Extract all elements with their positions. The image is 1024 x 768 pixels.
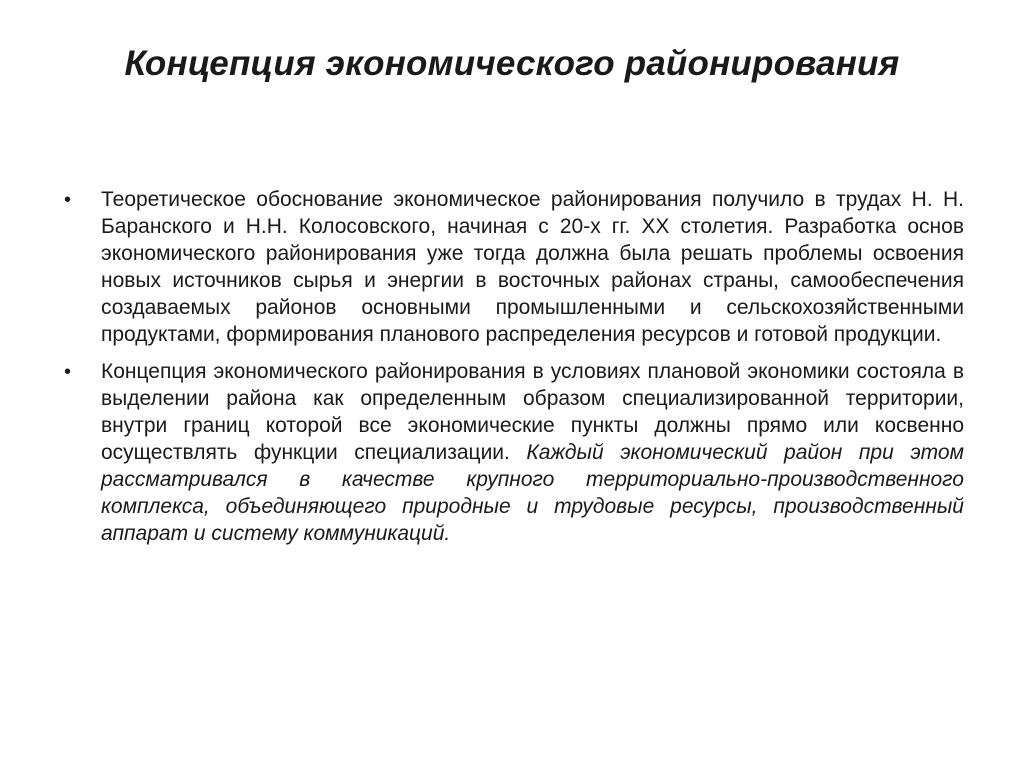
bullet-icon: •	[64, 189, 72, 211]
bullet-item	[64, 358, 964, 547]
slide-content	[64, 186, 964, 557]
bullet-text	[101, 358, 964, 547]
bullet-text-regular: Теоретическое обоснование экономическое районирования получило в трудах Н. Н. Баранского и Н.Н. Колосовского, начиная с 20-х гг. XX столетия. Разработка основ экономического районирования уже тогда должна была решать проблемы освоения новых источников сырья и энергии в восточных районах страны, самообеспечения создаваемых районов основными промышленными и сельскохозяйственными продуктами, формирования планового распределения ресурсов и готовой продукции.	[101, 188, 964, 346]
bullet-icon: •	[64, 361, 72, 383]
slide-title: Концепция экономического районирования	[124, 44, 900, 83]
bullet-text-regular: Концепция экономического районирования в условиях плановой экономики состояла в выделении района как определенным образом специализированной территории, внутри границ которой все экономические пункты должны прямо или косвенно осуществлять функции специализации.	[101, 360, 964, 464]
bullet-text-italic: Каждый экономический район при этом рассматривался в качестве крупного территориально-производственного комплекса, объединяющего природные и трудовые ресурсы, производственный аппарат и систему коммуникаций.	[101, 441, 964, 545]
bullet-text	[101, 186, 964, 348]
bullet-item	[64, 186, 964, 348]
